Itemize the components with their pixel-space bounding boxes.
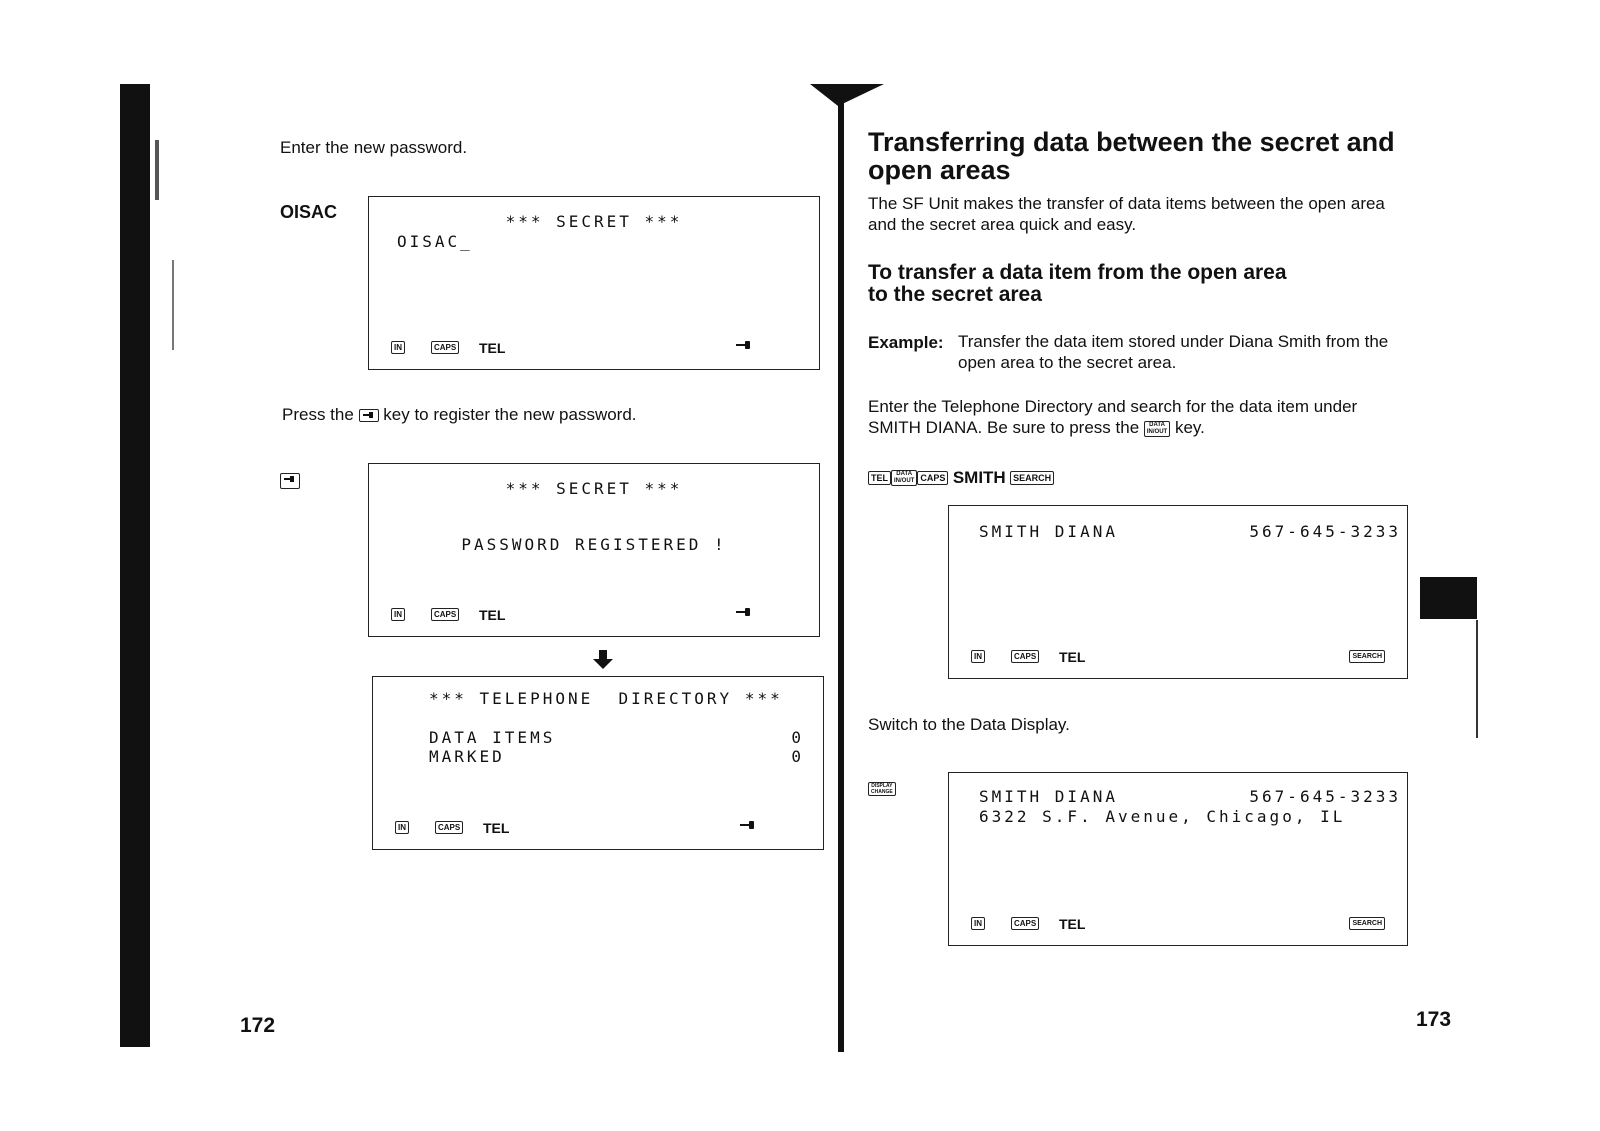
entry-phone: 567-645-3233 xyxy=(1249,787,1401,806)
in-indicator: IN xyxy=(971,917,985,930)
chapter-tab xyxy=(1420,577,1477,619)
example-label: Example: xyxy=(868,333,944,352)
enter-icon xyxy=(736,608,752,616)
left-edge-marks xyxy=(155,140,159,200)
sub-line-2: to the secret area xyxy=(868,283,1042,306)
enter-key-press-icon xyxy=(280,472,300,490)
entry-address: 6322 S.F. Avenue, Chicago, IL xyxy=(979,807,1346,826)
lcd-screen-password-registered xyxy=(368,463,820,637)
switch-instruction: Switch to the Data Display. xyxy=(868,715,1070,734)
enter-icon xyxy=(736,341,752,349)
right-edge-line xyxy=(1476,620,1478,738)
intro-line-1: The SF Unit makes the transfer of data items between the open area xyxy=(868,194,1385,213)
data-inout-key-icon: DATA IN/OUT xyxy=(891,470,917,486)
enter-directory-instruction xyxy=(868,396,1428,438)
mode-indicator: TEL xyxy=(1059,916,1086,932)
lcd-screen-password-entry xyxy=(368,196,820,370)
lcd-status-bar xyxy=(971,917,1385,933)
in-indicator: IN xyxy=(395,821,409,834)
step1-key-input: OISAC xyxy=(280,202,338,222)
section-title xyxy=(868,128,1428,184)
lcd-screen-telephone-directory xyxy=(372,676,824,850)
caps-key-icon: CAPS xyxy=(917,471,948,485)
lcd-screen-search-result xyxy=(948,505,1408,679)
gutter-line xyxy=(838,100,844,1052)
down-arrow-icon xyxy=(592,650,614,670)
key-sequence-search xyxy=(868,468,1054,488)
search-key-icon: SEARCH xyxy=(1010,471,1054,485)
enter-icon xyxy=(740,821,756,829)
enter-line-2-prefix: SMITH DIANA. Be sure to press the xyxy=(868,418,1140,437)
step1-instruction: Enter the new password. xyxy=(280,138,468,157)
example-text xyxy=(958,331,1428,373)
caps-indicator: CAPS xyxy=(1011,917,1039,930)
lcd-header: *** SECRET *** xyxy=(505,479,683,498)
left-binding-edge xyxy=(120,84,150,1047)
step2-prefix: Press the xyxy=(282,405,354,424)
example-line-2: open area to the secret area. xyxy=(958,353,1177,372)
title-line-1: Transferring data between the secret and xyxy=(868,127,1395,157)
intro-paragraph xyxy=(868,193,1428,235)
enter-line-1: Enter the Telephone Directory and search for the data item under xyxy=(868,397,1358,416)
entry-name: SMITH DIANA xyxy=(979,787,1118,806)
gutter-wedge xyxy=(810,84,884,106)
lcd-header: *** SECRET *** xyxy=(505,212,683,231)
title-line-2: open areas xyxy=(868,155,1011,185)
enter-key-icon xyxy=(359,409,379,422)
caps-indicator: CAPS xyxy=(1011,650,1039,663)
sub-line-1: To transfer a data item from the open area xyxy=(868,261,1287,284)
in-indicator: IN xyxy=(971,650,985,663)
data-items-label: DATA ITEMS xyxy=(429,728,556,747)
intro-line-2: and the secret area quick and easy. xyxy=(868,215,1137,234)
lcd-status-bar xyxy=(391,608,797,624)
caps-indicator: CAPS xyxy=(435,821,463,834)
lcd-header: *** TELEPHONE DIRECTORY *** xyxy=(429,689,783,708)
in-indicator: IN xyxy=(391,341,405,354)
marked-value: 0 xyxy=(791,747,801,766)
entry-phone: 567-645-3233 xyxy=(1249,522,1401,541)
marked-label: MARKED xyxy=(429,747,505,766)
lcd-status-bar xyxy=(971,650,1385,666)
entry-name: SMITH DIANA xyxy=(979,522,1118,541)
left-page-number: 172 xyxy=(240,1014,276,1037)
lcd-message: PASSWORD REGISTERED ! xyxy=(461,535,727,554)
tel-key-icon: TEL xyxy=(868,471,891,485)
key-smith-text: SMITH xyxy=(952,468,1006,487)
right-page-number: 173 xyxy=(1416,1008,1452,1031)
step2-suffix: key to register the new password. xyxy=(383,405,637,424)
example-line-1: Transfer the data item stored under Diana Smith from the xyxy=(958,332,1389,351)
lcd-screen-data-display xyxy=(948,772,1408,946)
lcd-password-line: OISAC_ xyxy=(397,232,473,251)
lcd-status-bar xyxy=(395,821,801,837)
enter-line-2-suffix: key. xyxy=(1174,418,1205,437)
enter-line-2 xyxy=(868,417,1428,438)
left-edge-marks-2 xyxy=(172,260,174,350)
lcd-status-bar xyxy=(391,341,797,357)
in-indicator: IN xyxy=(391,608,405,621)
mode-indicator: TEL xyxy=(479,340,506,356)
caps-indicator: CAPS xyxy=(431,608,459,621)
data-inout-key-icon: DATA IN/OUT xyxy=(1144,421,1170,437)
caps-indicator: CAPS xyxy=(431,341,459,354)
mode-indicator: TEL xyxy=(483,820,510,836)
display-change-key-icon: DISPLAY CHANGE xyxy=(868,780,896,798)
data-items-value: 0 xyxy=(791,728,801,747)
search-indicator: SEARCH xyxy=(1349,650,1385,663)
mode-indicator: TEL xyxy=(1059,649,1086,665)
search-indicator: SEARCH xyxy=(1349,917,1385,930)
mode-indicator: TEL xyxy=(479,607,506,623)
step2-instruction xyxy=(282,404,637,425)
subsection-title xyxy=(868,262,1428,306)
